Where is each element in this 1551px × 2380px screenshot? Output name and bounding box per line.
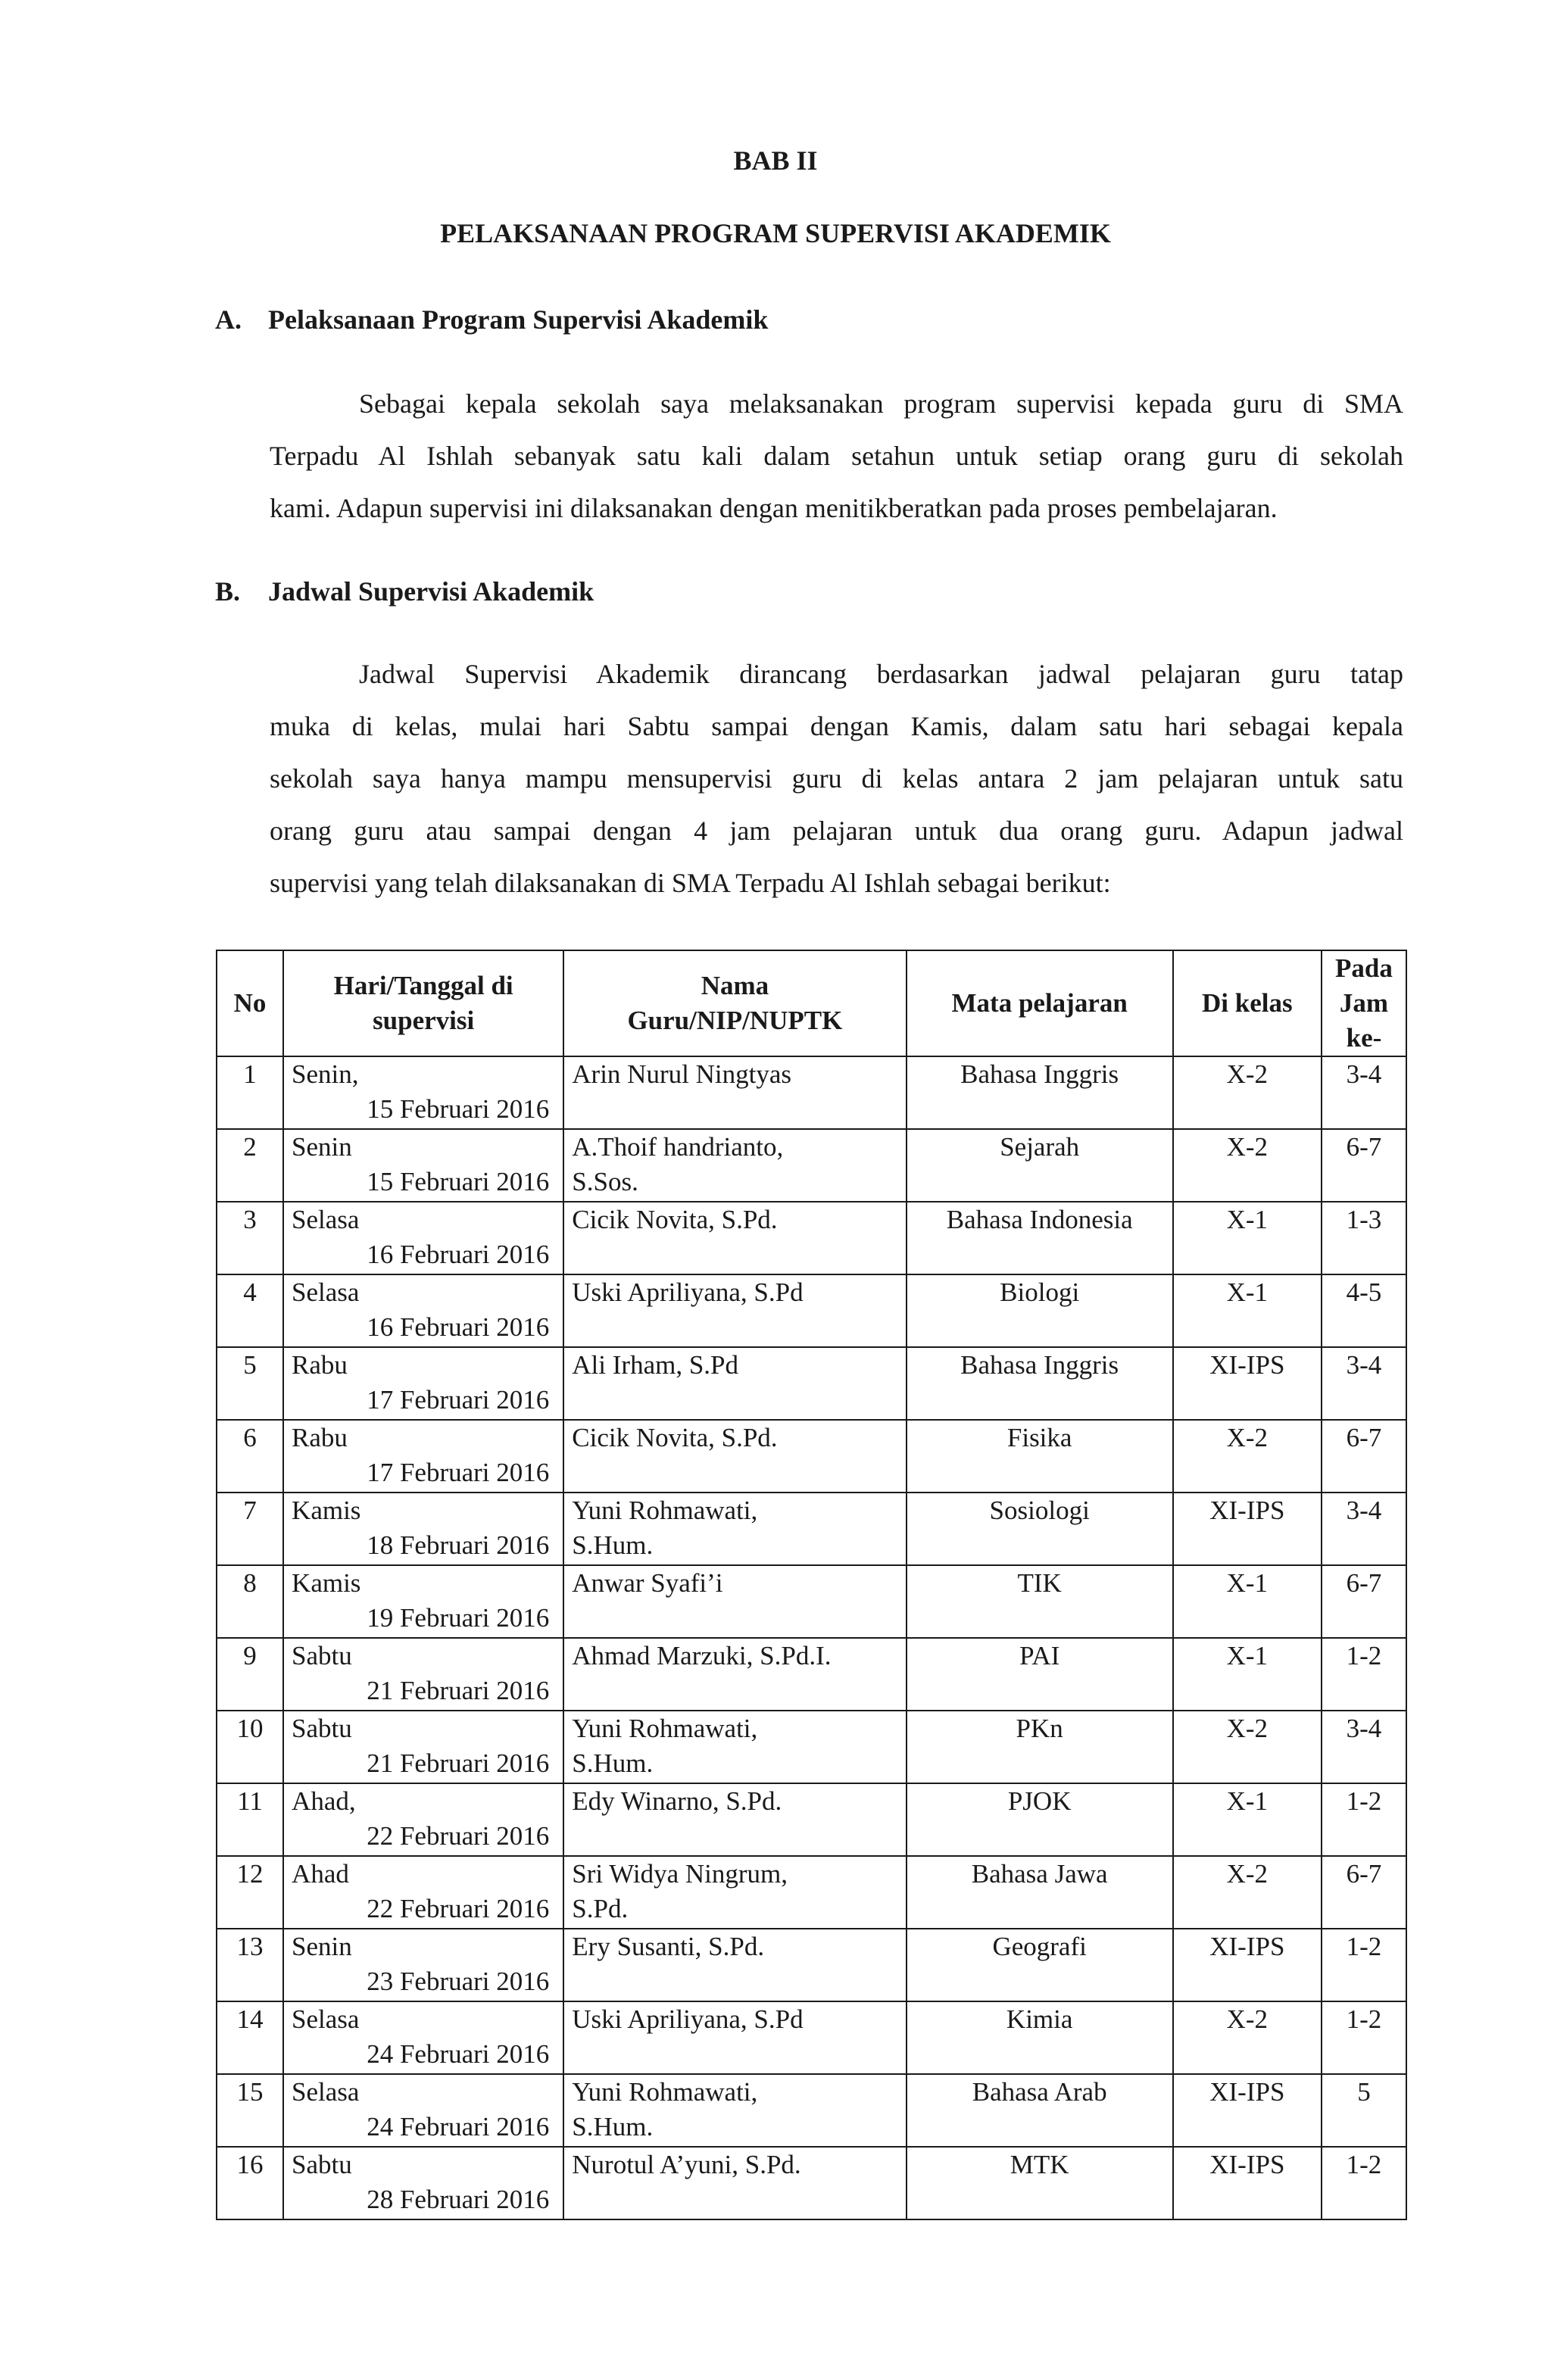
- cell-nama-guru: [563, 1565, 906, 1638]
- cell-nama-guru: [563, 1274, 906, 1347]
- cell-mata-pelajaran: Bahasa Inggris: [907, 1056, 1173, 1129]
- cell-mata-pelajaran: Bahasa Indonesia: [907, 1202, 1173, 1274]
- cell-di-kelas: XI-IPS: [1173, 1493, 1322, 1565]
- cell-date: 16 Februari 2016: [367, 1240, 550, 1269]
- cell-hari-tanggal: [283, 2074, 563, 2147]
- cell-mata-pelajaran: Bahasa Inggris: [907, 1347, 1173, 1420]
- cell-guru-line1: Yuni Rohmawati,: [572, 1496, 758, 1525]
- section-a-letter: A.: [215, 304, 242, 335]
- cell-pada-jam: 5: [1322, 2074, 1406, 2147]
- cell-pada-jam: 3-4: [1322, 1711, 1406, 1783]
- cell-guru-line1: Ery Susanti, S.Pd.: [572, 1932, 765, 1961]
- cell-day: Sabtu: [292, 2150, 352, 2179]
- cell-date: 24 Februari 2016: [367, 2112, 550, 2141]
- cell-date: 18 Februari 2016: [367, 1530, 550, 1560]
- cell-pada-jam: 6-7: [1322, 1420, 1406, 1493]
- cell-no: 6: [217, 1420, 283, 1493]
- cell-guru-line1: Uski Apriliyana, S.Pd: [572, 1277, 804, 1307]
- chapter-number: BAB II: [733, 145, 818, 176]
- cell-hari-tanggal: [283, 1420, 563, 1493]
- cell-date: 15 Februari 2016: [367, 1094, 550, 1124]
- cell-guru-line2: S.Hum.: [572, 2112, 654, 2141]
- cell-di-kelas: X-2: [1173, 1711, 1322, 1783]
- cell-no: 10: [217, 1711, 283, 1783]
- cell-guru-line1: Anwar Syafi’i: [572, 1568, 723, 1598]
- table-row: [217, 1274, 1406, 1347]
- cell-mata-pelajaran: Sosiologi: [907, 1493, 1173, 1565]
- table-body: [217, 1056, 1406, 2219]
- cell-nama-guru: [563, 1711, 906, 1783]
- cell-di-kelas: X-2: [1173, 2001, 1322, 2074]
- cell-di-kelas: XI-IPS: [1173, 1347, 1322, 1420]
- cell-no: 9: [217, 1638, 283, 1711]
- cell-di-kelas: X-2: [1173, 1129, 1322, 1202]
- cell-nama-guru: [563, 2001, 906, 2074]
- chapter-title: PELAKSANAAN PROGRAM SUPERVISI AKADEMIK: [440, 218, 1111, 248]
- cell-date: 17 Februari 2016: [367, 1458, 550, 1487]
- cell-pada-jam: 1-2: [1322, 2001, 1406, 2074]
- section-a-heading: [215, 303, 768, 336]
- cell-mata-pelajaran: Geografi: [907, 1929, 1173, 2001]
- cell-day: Kamis: [292, 1496, 361, 1525]
- cell-pada-jam: 6-7: [1322, 1129, 1406, 1202]
- cell-no: 13: [217, 1929, 283, 2001]
- cell-day: Senin: [292, 1132, 352, 1162]
- cell-nama-guru: [563, 1129, 906, 1202]
- cell-pada-jam: 1-2: [1322, 1638, 1406, 1711]
- cell-day: Rabu: [292, 1423, 348, 1452]
- cell-hari-tanggal: [283, 1056, 563, 1129]
- cell-hari-tanggal: [283, 1129, 563, 1202]
- cell-date: 16 Februari 2016: [367, 1312, 550, 1342]
- header-mata-pelajaran: Mata pelajaran: [907, 950, 1173, 1056]
- cell-pada-jam: 6-7: [1322, 1565, 1406, 1638]
- cell-no: 16: [217, 2147, 283, 2219]
- cell-date: 19 Februari 2016: [367, 1603, 550, 1633]
- cell-nama-guru: [563, 1056, 906, 1129]
- table-row: [217, 1711, 1406, 1783]
- paragraph-line: sekolah saya hanya mampu mensupervisi guru di kelas antara 2 jam pelajaran untuk satu: [270, 763, 1403, 794]
- section-a-title: Pelaksanaan Program Supervisi Akademik: [268, 304, 769, 335]
- cell-no: 8: [217, 1565, 283, 1638]
- cell-day: Rabu: [292, 1350, 348, 1380]
- cell-mata-pelajaran: MTK: [907, 2147, 1173, 2219]
- cell-hari-tanggal: [283, 1783, 563, 1856]
- cell-hari-tanggal: [283, 1711, 563, 1783]
- cell-no: 3: [217, 1202, 283, 1274]
- cell-guru-line2: S.Hum.: [572, 1530, 654, 1560]
- cell-mata-pelajaran: Sejarah: [907, 1129, 1173, 1202]
- cell-pada-jam: 1-2: [1322, 1783, 1406, 1856]
- cell-nama-guru: [563, 1929, 906, 2001]
- cell-di-kelas: X-2: [1173, 1056, 1322, 1129]
- cell-nama-guru: [563, 1347, 906, 1420]
- cell-pada-jam: 1-3: [1322, 1202, 1406, 1274]
- cell-date: 21 Februari 2016: [367, 1748, 550, 1778]
- table-header-row: [217, 950, 1406, 1056]
- cell-no: 11: [217, 1783, 283, 1856]
- paragraph-line: muka di kelas, mulai hari Sabtu sampai dengan Kamis, dalam satu hari sebagai kepala: [270, 711, 1403, 741]
- cell-nama-guru: [563, 1638, 906, 1711]
- cell-di-kelas: X-1: [1173, 1638, 1322, 1711]
- header-no: No: [217, 950, 283, 1056]
- cell-guru-line1: Ahmad Marzuki, S.Pd.I.: [572, 1641, 832, 1670]
- paragraph-line: orang guru atau sampai dengan 4 jam pelajaran untuk dua orang guru. Adapun jadwal: [270, 816, 1403, 846]
- cell-guru-line2: S.Sos.: [572, 1167, 638, 1196]
- paragraph-line: kami. Adapun supervisi ini dilaksanakan dengan menitikberatkan pada proses pembelajaran.: [270, 493, 1278, 523]
- table-row: [217, 1565, 1406, 1638]
- paragraph-line: Jadwal Supervisi Akademik dirancang berdasarkan jadwal pelajaran guru tatap: [359, 659, 1403, 689]
- cell-di-kelas: X-1: [1173, 1565, 1322, 1638]
- cell-guru-line1: Ali Irham, S.Pd: [572, 1350, 739, 1380]
- paragraph-line: supervisi yang telah dilaksanakan di SMA Terpadu Al Ishlah sebagai berikut:: [270, 868, 1111, 898]
- cell-day: Ahad: [292, 1859, 349, 1889]
- section-b-paragraph: [270, 648, 1403, 909]
- table-row: [217, 1783, 1406, 1856]
- header-nama-guru: Nama Guru/NIP/NUPTK: [563, 950, 906, 1056]
- supervision-schedule-table: [216, 950, 1407, 2220]
- cell-day: Selasa: [292, 1205, 360, 1234]
- table-row: [217, 1347, 1406, 1420]
- cell-guru-line1: Nurotul A’yuni, S.Pd.: [572, 2150, 801, 2179]
- cell-no: 1: [217, 1056, 283, 1129]
- cell-pada-jam: 3-4: [1322, 1493, 1406, 1565]
- cell-date: 22 Februari 2016: [367, 1821, 550, 1851]
- cell-day: Selasa: [292, 1277, 360, 1307]
- cell-di-kelas: XI-IPS: [1173, 2147, 1322, 2219]
- cell-pada-jam: 1-2: [1322, 2147, 1406, 2219]
- cell-di-kelas: XI-IPS: [1173, 1929, 1322, 2001]
- cell-nama-guru: [563, 1783, 906, 1856]
- cell-mata-pelajaran: Biologi: [907, 1274, 1173, 1347]
- cell-nama-guru: [563, 1420, 906, 1493]
- cell-pada-jam: 4-5: [1322, 1274, 1406, 1347]
- cell-no: 12: [217, 1856, 283, 1929]
- cell-hari-tanggal: [283, 1493, 563, 1565]
- section-b-heading: [215, 575, 594, 608]
- cell-day: Sabtu: [292, 1714, 352, 1743]
- cell-no: 2: [217, 1129, 283, 1202]
- cell-nama-guru: [563, 2074, 906, 2147]
- cell-nama-guru: [563, 1856, 906, 1929]
- cell-pada-jam: 3-4: [1322, 1056, 1406, 1129]
- cell-day: Selasa: [292, 2077, 360, 2107]
- table-row: [217, 1493, 1406, 1565]
- cell-di-kelas: X-2: [1173, 1420, 1322, 1493]
- cell-hari-tanggal: [283, 1929, 563, 2001]
- cell-hari-tanggal: [283, 1274, 563, 1347]
- cell-guru-line2: S.Hum.: [572, 1748, 654, 1778]
- cell-mata-pelajaran: Bahasa Arab: [907, 2074, 1173, 2147]
- cell-no: 7: [217, 1493, 283, 1565]
- cell-no: 4: [217, 1274, 283, 1347]
- cell-no: 14: [217, 2001, 283, 2074]
- table-row: [217, 1420, 1406, 1493]
- cell-guru-line1: A.Thoif handrianto,: [572, 1132, 784, 1162]
- cell-no: 5: [217, 1347, 283, 1420]
- cell-day: Selasa: [292, 2004, 360, 2034]
- header-di-kelas: Di kelas: [1173, 950, 1322, 1056]
- cell-di-kelas: X-2: [1173, 1856, 1322, 1929]
- cell-mata-pelajaran: TIK: [907, 1565, 1173, 1638]
- cell-guru-line1: Cicik Novita, S.Pd.: [572, 1423, 778, 1452]
- cell-hari-tanggal: [283, 1347, 563, 1420]
- table-row: [217, 1129, 1406, 1202]
- table-row: [217, 2074, 1406, 2147]
- cell-di-kelas: X-1: [1173, 1274, 1322, 1347]
- table-row: [217, 1856, 1406, 1929]
- cell-guru-line1: Yuni Rohmawati,: [572, 1714, 758, 1743]
- paragraph-line: Terpadu Al Ishlah sebanyak satu kali dalam setahun untuk setiap orang guru di sekolah: [270, 441, 1403, 471]
- section-b-letter: B.: [215, 576, 241, 607]
- cell-guru-line1: Sri Widya Ningrum,: [572, 1859, 788, 1889]
- cell-date: 22 Februari 2016: [367, 1894, 550, 1923]
- cell-hari-tanggal: [283, 2147, 563, 2219]
- cell-mata-pelajaran: PJOK: [907, 1783, 1173, 1856]
- cell-guru-line2: S.Pd.: [572, 1894, 629, 1923]
- table-row: [217, 2001, 1406, 2074]
- cell-mata-pelajaran: Fisika: [907, 1420, 1173, 1493]
- cell-date: 28 Februari 2016: [367, 2185, 550, 2214]
- cell-date: 21 Februari 2016: [367, 1676, 550, 1705]
- cell-guru-line1: Uski Apriliyana, S.Pd: [572, 2004, 804, 2034]
- cell-day: Kamis: [292, 1568, 361, 1598]
- cell-hari-tanggal: [283, 1856, 563, 1929]
- cell-hari-tanggal: [283, 1638, 563, 1711]
- table-row: [217, 1638, 1406, 1711]
- cell-guru-line1: Edy Winarno, S.Pd.: [572, 1786, 782, 1816]
- cell-date: 17 Februari 2016: [367, 1385, 550, 1415]
- cell-di-kelas: XI-IPS: [1173, 2074, 1322, 2147]
- cell-mata-pelajaran: PAI: [907, 1638, 1173, 1711]
- cell-no: 15: [217, 2074, 283, 2147]
- cell-mata-pelajaran: Kimia: [907, 2001, 1173, 2074]
- table-row: [217, 1202, 1406, 1274]
- cell-day: Sabtu: [292, 1641, 352, 1670]
- cell-day: Senin,: [292, 1059, 359, 1089]
- cell-date: 15 Februari 2016: [367, 1167, 550, 1196]
- cell-day: Senin: [292, 1932, 352, 1961]
- cell-guru-line1: Arin Nurul Ningtyas: [572, 1059, 791, 1089]
- cell-hari-tanggal: [283, 1202, 563, 1274]
- cell-hari-tanggal: [283, 2001, 563, 2074]
- cell-guru-line1: Yuni Rohmawati,: [572, 2077, 758, 2107]
- section-b-title: Jadwal Supervisi Akademik: [268, 576, 594, 607]
- cell-date: 24 Februari 2016: [367, 2039, 550, 2069]
- cell-nama-guru: [563, 1493, 906, 1565]
- cell-pada-jam: 3-4: [1322, 1347, 1406, 1420]
- header-pada-jam: Pada Jam ke-: [1322, 950, 1406, 1056]
- section-a-paragraph: [270, 378, 1403, 535]
- cell-pada-jam: 1-2: [1322, 1929, 1406, 2001]
- cell-pada-jam: 6-7: [1322, 1856, 1406, 1929]
- table-row: [217, 1929, 1406, 2001]
- cell-di-kelas: X-1: [1173, 1783, 1322, 1856]
- cell-day: Ahad,: [292, 1786, 356, 1816]
- cell-nama-guru: [563, 1202, 906, 1274]
- cell-guru-line1: Cicik Novita, S.Pd.: [572, 1205, 778, 1234]
- paragraph-line: Sebagai kepala sekolah saya melaksanakan program supervisi kepada guru di SMA: [359, 388, 1403, 419]
- table-row: [217, 1056, 1406, 1129]
- cell-mata-pelajaran: Bahasa Jawa: [907, 1856, 1173, 1929]
- table-row: [217, 2147, 1406, 2219]
- cell-date: 23 Februari 2016: [367, 1967, 550, 1996]
- header-hari-tanggal: Hari/Tanggal di supervisi: [283, 950, 563, 1056]
- cell-mata-pelajaran: PKn: [907, 1711, 1173, 1783]
- cell-di-kelas: X-1: [1173, 1202, 1322, 1274]
- cell-hari-tanggal: [283, 1565, 563, 1638]
- cell-nama-guru: [563, 2147, 906, 2219]
